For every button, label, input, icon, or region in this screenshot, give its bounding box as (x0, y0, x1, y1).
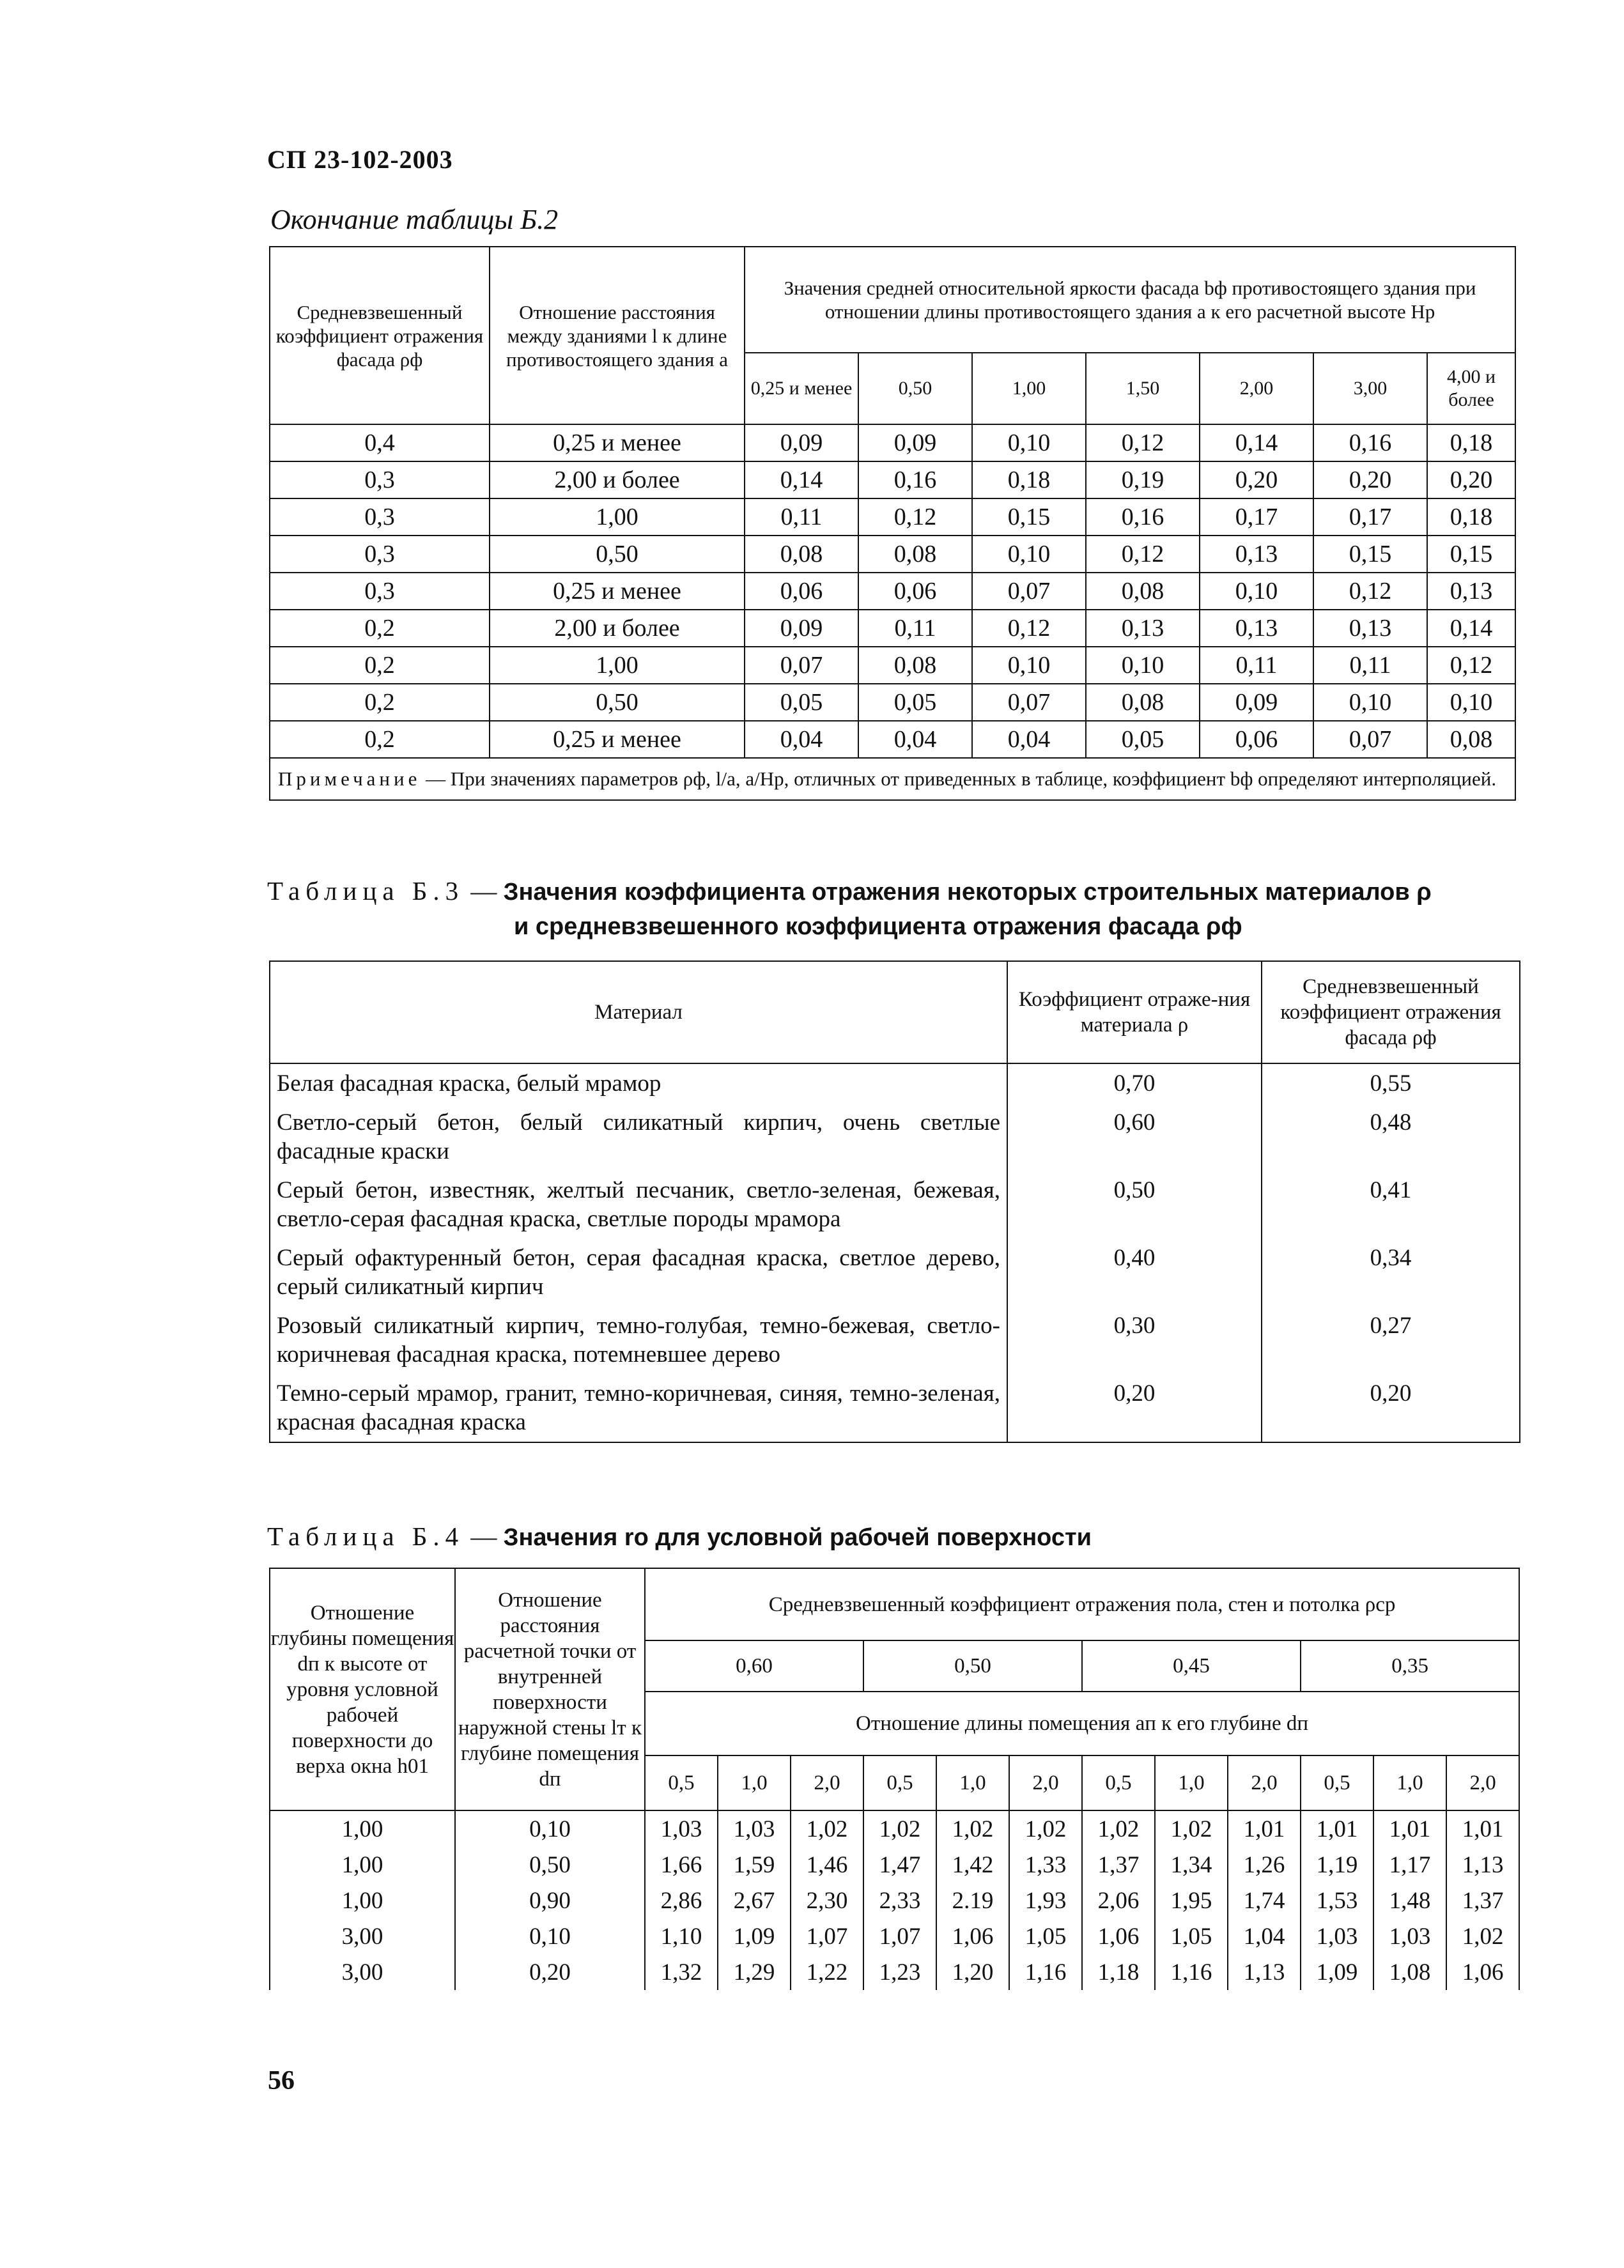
t4-cell: 1,02 (1009, 1810, 1082, 1847)
t4-cell: 1,01 (1228, 1810, 1301, 1847)
t2-header-reflection-coefficient: Средневзвешенный коэффициент отражения фасада ρф (270, 247, 490, 424)
t3-facade-coefficient-cell: 0,41 (1262, 1171, 1520, 1238)
t2-cell: 0,05 (745, 684, 858, 721)
t2-cell: 0,10 (972, 536, 1086, 573)
t3-header-material: Материал (270, 961, 1007, 1063)
t2-cell: 0,04 (972, 721, 1086, 758)
t4-cell: 1,04 (1228, 1918, 1301, 1954)
table-row (270, 498, 1515, 536)
t2-subheader-cell: 0,50 (858, 353, 972, 424)
t4-cell: 1,66 (645, 1847, 718, 1883)
t2-cell: 0,13 (1086, 610, 1200, 647)
t2-cell: 0,09 (858, 424, 972, 461)
t2-cell: 0,04 (858, 721, 972, 758)
t2-cell: 0,3 (270, 461, 490, 498)
t2-cell: 0,2 (270, 610, 490, 647)
t2-note-text: — При значениях параметров ρф, l/a, a/Hр, отличных от приведенных в таблице, коэффициент bф определяют интерполяцией. (421, 768, 1497, 790)
table-row (270, 610, 1515, 647)
t4-cell: 1,03 (718, 1810, 791, 1847)
t4-cell: 1,07 (791, 1918, 863, 1954)
t2-cell: 1,00 (490, 647, 745, 684)
t4-cell: 2,06 (1082, 1883, 1155, 1918)
t4-header-point-distance-ratio: Отношение расстояния расчетной точки от внутренней поверхности наружной стены lт к глубине помещения dп (455, 1568, 645, 1810)
t4-length-ratio-value: 1,0 (1155, 1755, 1228, 1810)
table-row (270, 1374, 1520, 1442)
t4-header-average-reflection: Средневзвешенный коэффициент отражения пола, стен и потолка ρср (645, 1568, 1519, 1640)
t3-material-coefficient-cell: 0,20 (1007, 1374, 1262, 1442)
t2-cell: 0,10 (1313, 684, 1427, 721)
t4-length-ratio-value: 0,5 (645, 1755, 718, 1810)
t2-cell: 0,19 (1086, 461, 1200, 498)
t4-cell: 1,00 (270, 1847, 455, 1883)
t4-cell: 1,02 (1446, 1918, 1519, 1954)
t4-cell: 1,13 (1446, 1847, 1519, 1883)
t4-cell: 1,74 (1228, 1883, 1301, 1918)
t4-cell: 1,02 (936, 1810, 1009, 1847)
table-b3-label: Таблица Б.3 (267, 876, 465, 906)
t4-length-ratio-value: 2,0 (1446, 1755, 1519, 1810)
t4-length-ratio-value: 2,0 (1228, 1755, 1301, 1810)
t2-cell: 0,16 (1086, 498, 1200, 536)
t4-rho-value: 0,50 (863, 1640, 1082, 1692)
table-b3-title-line2: и средневзвешенного коэффициента отражения фасада ρф (514, 913, 1242, 940)
t2-cell: 0,2 (270, 684, 490, 721)
t4-cell: 1,47 (863, 1847, 936, 1883)
t2-cell: 0,10 (972, 647, 1086, 684)
t2-cell: 0,07 (1313, 721, 1427, 758)
table-b2-continuation (269, 246, 1516, 801)
table-row (270, 1063, 1520, 1103)
t2-cell: 0,2 (270, 721, 490, 758)
t2-header-distance-ratio: Отношение расстояния между зданиями l к длине противостоящего здания a (490, 247, 745, 424)
table-b4 (269, 1568, 1520, 1990)
table-b4-dash: — (464, 1522, 504, 1551)
t2-cell: 0,09 (745, 610, 858, 647)
t2-cell: 0,06 (858, 573, 972, 610)
t2-cell: 0,18 (972, 461, 1086, 498)
t4-cell: 1,01 (1446, 1810, 1519, 1847)
t4-cell: 1,02 (863, 1810, 936, 1847)
t2-cell: 0,08 (1427, 721, 1515, 758)
t3-header-material-coefficient: Коэффициент отраже-ния материала ρ (1007, 961, 1262, 1063)
t4-cell: 1,06 (1446, 1954, 1519, 1990)
t4-cell: 1,29 (718, 1954, 791, 1990)
t4-cell: 1,19 (1301, 1847, 1373, 1883)
t4-length-ratio-value: 2,0 (791, 1755, 863, 1810)
t2-cell: 0,50 (490, 536, 745, 573)
t3-material-coefficient-cell: 0,50 (1007, 1171, 1262, 1238)
t4-cell: 1,32 (645, 1954, 718, 1990)
table-b3-title-line1: Значения коэффициента отражения некоторых строительных материалов ρ (503, 879, 1432, 906)
t2-cell: 0,2 (270, 647, 490, 684)
t2-cell: 0,08 (1086, 684, 1200, 721)
table-b2-continuation-caption: Окончание таблицы Б.2 (270, 204, 559, 235)
t2-cell: 0,11 (1313, 647, 1427, 684)
table-row (270, 1171, 1520, 1238)
t2-cell: 0,15 (972, 498, 1086, 536)
t2-cell: 0,10 (1200, 573, 1313, 610)
t4-cell: 1,95 (1155, 1883, 1228, 1918)
t4-cell: 1,22 (791, 1954, 863, 1990)
t2-subheader-cell: 1,00 (972, 353, 1086, 424)
t2-cell: 0,10 (972, 424, 1086, 461)
t4-cell: 1,03 (1373, 1918, 1446, 1954)
t2-cell: 0,05 (1086, 721, 1200, 758)
t2-cell: 0,25 и менее (490, 573, 745, 610)
t4-cell: 1,09 (1301, 1954, 1373, 1990)
t3-material-cell: Серый офактуренный бетон, серая фасадная краска, светлое дерево, серый силикатный кирпич (270, 1238, 1007, 1306)
t3-material-cell: Темно-серый мрамор, гранит, темно-коричневая, синяя, темно-зеленая, красная фасадная краска (270, 1374, 1007, 1442)
t4-cell: 0,50 (455, 1847, 645, 1883)
t4-rho-value: 0,35 (1301, 1640, 1519, 1692)
t2-cell: 0,10 (1427, 684, 1515, 721)
table-b4-caption (267, 1521, 1092, 1552)
t2-cell: 0,14 (745, 461, 858, 498)
table-row (270, 647, 1515, 684)
t4-header-length-ratio: Отношение длины помещения aп к его глубине dп (645, 1692, 1519, 1755)
t2-cell: 0,11 (1200, 647, 1313, 684)
t2-cell: 0,3 (270, 573, 490, 610)
t2-cell: 0,16 (1313, 424, 1427, 461)
t3-material-cell: Серый бетон, известняк, желтый песчаник, светло-зеленая, бежевая, светло-серая фасадная краска, светлые породы мрамора (270, 1171, 1007, 1238)
t4-cell: 1,01 (1301, 1810, 1373, 1847)
page-number: 56 (268, 2066, 295, 2095)
table-row (270, 721, 1515, 758)
t4-cell: 1,46 (791, 1847, 863, 1883)
t2-cell: 0,09 (745, 424, 858, 461)
table-row (270, 1103, 1520, 1171)
t2-cell: 0,13 (1313, 610, 1427, 647)
table-row (270, 684, 1515, 721)
t3-material-coefficient-cell: 0,70 (1007, 1063, 1262, 1103)
t2-cell: 0,12 (1086, 424, 1200, 461)
t4-cell: 1,05 (1009, 1918, 1082, 1954)
t4-cell: 1,16 (1155, 1954, 1228, 1990)
t2-cell: 0,18 (1427, 424, 1515, 461)
t4-length-ratio-value: 1,0 (1373, 1755, 1446, 1810)
t3-material-cell: Белая фасадная краска, белый мрамор (270, 1063, 1007, 1103)
table-b4-label: Таблица Б.4 (267, 1522, 465, 1551)
t3-facade-coefficient-cell: 0,55 (1262, 1063, 1520, 1103)
t2-cell: 0,15 (1427, 536, 1515, 573)
t4-header-depth-ratio: Отношение глубины помещения dп к высоте от уровня условной рабочей поверхности до верха окна h01 (270, 1568, 455, 1810)
table-row (270, 1883, 1519, 1918)
table-row (270, 573, 1515, 610)
table-row (270, 461, 1515, 498)
t2-cell: 0,12 (858, 498, 972, 536)
t4-length-ratio-value: 0,5 (1082, 1755, 1155, 1810)
t4-cell: 1,00 (270, 1883, 455, 1918)
t4-cell: 1,01 (1373, 1810, 1446, 1847)
t2-cell: 0,20 (1313, 461, 1427, 498)
t4-cell: 1,18 (1082, 1954, 1155, 1990)
t4-cell: 1,16 (1009, 1954, 1082, 1990)
t2-cell: 0,05 (858, 684, 972, 721)
t2-cell: 0,16 (858, 461, 972, 498)
t4-cell: 1,00 (270, 1810, 455, 1847)
t4-cell: 1,13 (1228, 1954, 1301, 1990)
t2-note (270, 758, 1515, 800)
t4-cell: 2,30 (791, 1883, 863, 1918)
t2-header-brightness-group: Значения средней относительной яркости фасада bф противостоящего здания при отношении длины противостоящего здания a к его расчетной высоте Hр (745, 247, 1515, 353)
t2-cell: 0,08 (745, 536, 858, 573)
t2-cell: 0,25 и менее (490, 721, 745, 758)
t2-cell: 0,09 (1200, 684, 1313, 721)
t2-cell: 0,04 (745, 721, 858, 758)
t4-rho-value: 0,60 (645, 1640, 863, 1692)
t4-cell: 1,34 (1155, 1847, 1228, 1883)
t3-facade-coefficient-cell: 0,48 (1262, 1103, 1520, 1171)
t4-cell: 1,06 (936, 1918, 1009, 1954)
t2-cell: 0,10 (1086, 647, 1200, 684)
document-code: СП 23-102-2003 (267, 145, 453, 174)
t4-length-ratio-value: 0,5 (1301, 1755, 1373, 1810)
table-row (270, 1810, 1519, 1847)
table-row (270, 1918, 1519, 1954)
t2-cell: 0,17 (1200, 498, 1313, 536)
t4-cell: 1,08 (1373, 1954, 1446, 1990)
t2-cell: 0,12 (972, 610, 1086, 647)
t3-facade-coefficient-cell: 0,27 (1262, 1306, 1520, 1374)
t4-cell: 1,10 (645, 1918, 718, 1954)
t4-length-ratio-value: 0,5 (863, 1755, 936, 1810)
t4-rho-value: 0,45 (1082, 1640, 1301, 1692)
t4-cell: 1,37 (1446, 1883, 1519, 1918)
t3-material-coefficient-cell: 0,40 (1007, 1238, 1262, 1306)
t3-material-coefficient-cell: 0,60 (1007, 1103, 1262, 1171)
t3-facade-coefficient-cell: 0,34 (1262, 1238, 1520, 1306)
t2-cell: 0,14 (1427, 610, 1515, 647)
t4-cell: 1,48 (1373, 1883, 1446, 1918)
t2-subheader-cell: 3,00 (1313, 353, 1427, 424)
t4-cell: 0,10 (455, 1810, 645, 1847)
t4-cell: 2,33 (863, 1883, 936, 1918)
t4-cell: 0,90 (455, 1883, 645, 1918)
t2-subheader-cell: 1,50 (1086, 353, 1200, 424)
t4-cell: 1,23 (863, 1954, 936, 1990)
t2-cell: 0,18 (1427, 498, 1515, 536)
t4-cell: 2.19 (936, 1883, 1009, 1918)
t2-cell: 0,07 (972, 684, 1086, 721)
t2-cell: 0,15 (1313, 536, 1427, 573)
t4-cell: 1,09 (718, 1918, 791, 1954)
t4-cell: 1,05 (1155, 1918, 1228, 1954)
t2-cell: 0,08 (858, 536, 972, 573)
t2-cell: 0,50 (490, 684, 745, 721)
t2-cell: 0,12 (1427, 647, 1515, 684)
table-row (270, 536, 1515, 573)
t2-cell: 0,13 (1200, 610, 1313, 647)
t2-subheader-cell: 2,00 (1200, 353, 1313, 424)
t2-cell: 0,3 (270, 536, 490, 573)
t2-note-label: Примечание (278, 768, 421, 790)
t2-cell: 0,13 (1200, 536, 1313, 573)
t2-cell: 0,08 (1086, 573, 1200, 610)
t2-cell: 0,17 (1313, 498, 1427, 536)
t2-cell: 0,12 (1313, 573, 1427, 610)
t2-cell: 0,11 (858, 610, 972, 647)
t4-cell: 1,17 (1373, 1847, 1446, 1883)
t2-cell: 1,00 (490, 498, 745, 536)
t4-cell: 2,86 (645, 1883, 718, 1918)
t2-cell: 0,14 (1200, 424, 1313, 461)
table-b4-title: Значения rо для условной рабочей поверхности (503, 1524, 1092, 1551)
table-b3-dash: — (464, 876, 504, 906)
t4-length-ratio-value: 1,0 (718, 1755, 791, 1810)
t4-cell: 1,20 (936, 1954, 1009, 1990)
t2-cell: 0,07 (972, 573, 1086, 610)
table-b3 (269, 960, 1520, 1443)
t4-cell: 1,02 (1155, 1810, 1228, 1847)
t2-subheader-cell: 0,25 и менее (745, 353, 858, 424)
t4-cell: 1,03 (1301, 1918, 1373, 1954)
t4-cell: 1,53 (1301, 1883, 1373, 1918)
t4-cell: 1,07 (863, 1918, 936, 1954)
t4-cell: 1,06 (1082, 1918, 1155, 1954)
table-row (270, 424, 1515, 461)
t2-cell: 0,20 (1200, 461, 1313, 498)
t4-cell: 1,02 (791, 1810, 863, 1847)
t4-cell: 1,02 (1082, 1810, 1155, 1847)
table-b3-caption (267, 874, 1539, 943)
t3-facade-coefficient-cell: 0,20 (1262, 1374, 1520, 1442)
t4-cell: 3,00 (270, 1954, 455, 1990)
t4-cell: 2,67 (718, 1883, 791, 1918)
t2-cell: 0,06 (745, 573, 858, 610)
t4-cell: 0,20 (455, 1954, 645, 1990)
table-row (270, 1238, 1520, 1306)
t2-cell: 2,00 и более (490, 610, 745, 647)
t2-cell: 0,06 (1200, 721, 1313, 758)
t4-cell: 1,93 (1009, 1883, 1082, 1918)
t2-subheader-cell: 4,00 и более (1427, 353, 1515, 424)
t4-cell: 1,26 (1228, 1847, 1301, 1883)
t2-cell: 0,07 (745, 647, 858, 684)
t2-cell: 0,3 (270, 498, 490, 536)
t4-cell: 1,03 (645, 1810, 718, 1847)
t2-cell: 0,11 (745, 498, 858, 536)
t3-header-facade-coefficient: Средневзвешенный коэффициент отражения фасада ρф (1262, 961, 1520, 1063)
t3-material-cell: Розовый силикатный кирпич, темно-голубая, темно-бежевая, светло-коричневая фасадная краска, потемневшее дерево (270, 1306, 1007, 1374)
t3-material-coefficient-cell: 0,30 (1007, 1306, 1262, 1374)
t2-cell: 0,4 (270, 424, 490, 461)
table-row (270, 1306, 1520, 1374)
t2-cell: 0,20 (1427, 461, 1515, 498)
t4-cell: 1,59 (718, 1847, 791, 1883)
t4-cell: 0,10 (455, 1918, 645, 1954)
t4-cell: 3,00 (270, 1918, 455, 1954)
table-row (270, 1847, 1519, 1883)
t4-cell: 1,33 (1009, 1847, 1082, 1883)
t2-cell: 0,12 (1086, 536, 1200, 573)
t4-length-ratio-value: 2,0 (1009, 1755, 1082, 1810)
t2-cell: 0,13 (1427, 573, 1515, 610)
t4-cell: 1,42 (936, 1847, 1009, 1883)
table-row (270, 1954, 1519, 1990)
t2-cell: 2,00 и более (490, 461, 745, 498)
t2-cell: 0,25 и менее (490, 424, 745, 461)
t4-cell: 1,37 (1082, 1847, 1155, 1883)
t4-length-ratio-value: 1,0 (936, 1755, 1009, 1810)
t3-material-cell: Светло-серый бетон, белый силикатный кирпич, очень светлые фасадные краски (270, 1103, 1007, 1171)
t2-cell: 0,08 (858, 647, 972, 684)
